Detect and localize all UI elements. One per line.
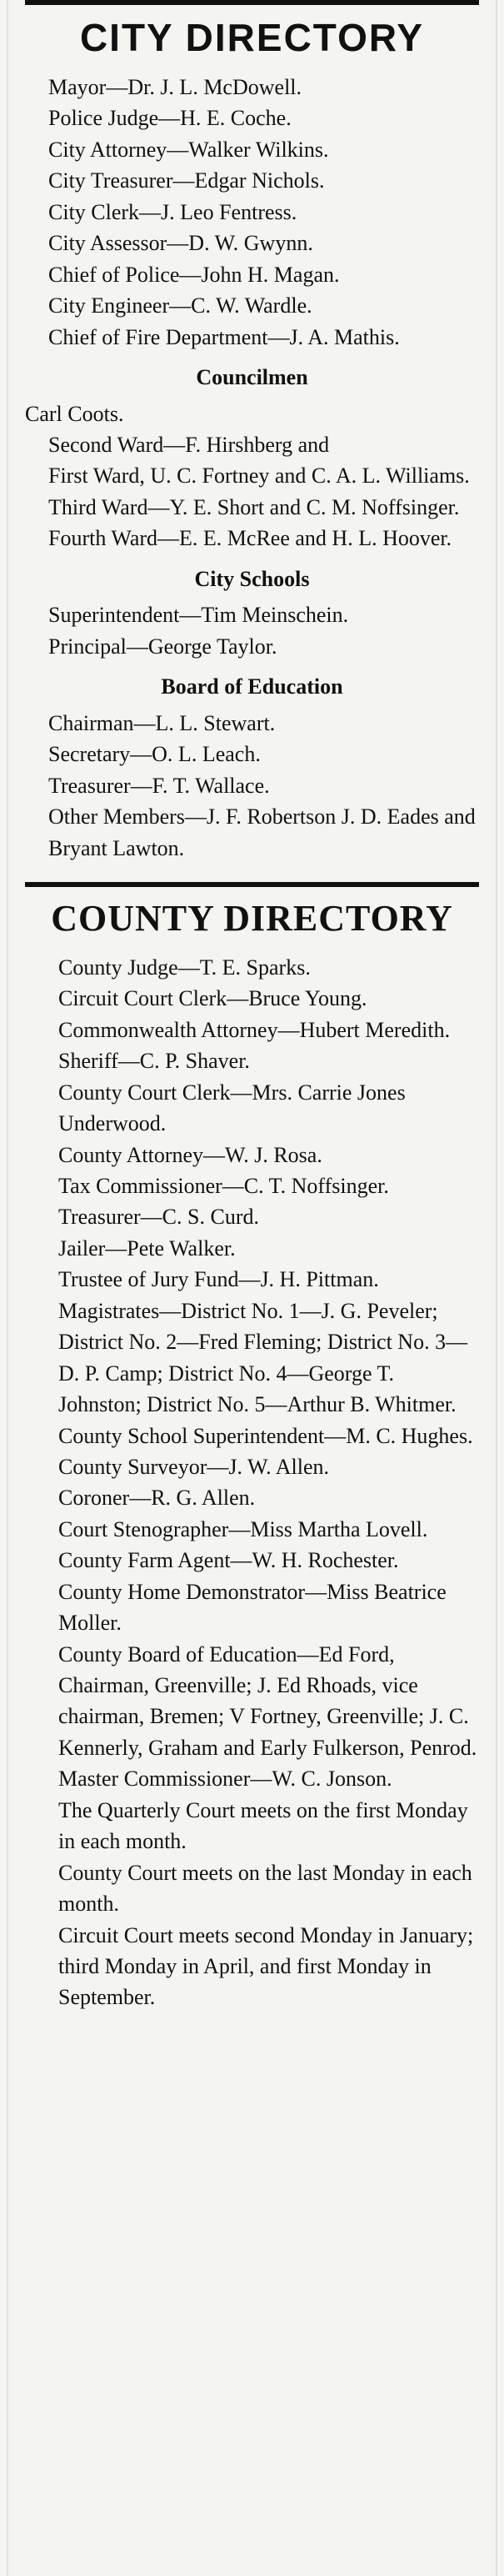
county-officials	[25, 952, 479, 2013]
county-official-line: Circuit Court meets second Monday in January; third Monday in April, and first Monday in September.	[58, 1922, 479, 2010]
councilmen-line: Second Ward—F. Hirshberg and	[48, 432, 330, 457]
county-official-line: County Court meets on the last Monday in each month.	[58, 1860, 478, 1917]
board-of-education-line: Other Members—J. F. Robertson J. D. Eades and Bryant Lawton.	[48, 804, 482, 860]
county-official-line: County Board of Education—Ed Ford, Chairman, Greenville; J. Ed Rhoads, vice chairman, Bremen; V Fortney, Greenville; J. C. Kennerly, Graham and Early Fulkerson, Penrod.	[58, 1641, 477, 1760]
councilmen-line: First Ward, U. C. Fortney and C. A. L. Williams.	[48, 464, 470, 489]
county-official-line: County Court Clerk—Mrs. Carrie Jones Underwood.	[58, 1080, 412, 1136]
county-official-line: County Judge—T. E. Sparks.	[58, 955, 311, 980]
city-official-line: City Engineer—C. W. Wardle.	[48, 293, 312, 318]
county-official-line: Trustee of Jury Fund—J. H. Pittman.	[58, 1267, 379, 1292]
board-of-education-line: Chairman—L. L. Stewart.	[48, 710, 276, 735]
city-official-line: Chief of Police—John H. Magan.	[48, 262, 340, 287]
county-directory-title: COUNTY DIRECTORY	[51, 897, 453, 939]
city-official-line: Chief of Fire Department—J. A. Mathis.	[48, 324, 400, 349]
county-official-line: Court Stenographer—Miss Martha Lovell.	[58, 1516, 428, 1541]
right-column-rule	[496, 0, 497, 2576]
city-schools-heading: City Schools	[194, 566, 310, 591]
board-of-education-line: Secretary—O. L. Leach.	[48, 742, 261, 767]
city-official-line: Mayor—Dr. J. L. McDowell.	[48, 75, 302, 99]
county-official-line: Commonwealth Attorney—Hubert Meredith.	[58, 1017, 451, 1042]
county-top-rule	[25, 882, 479, 887]
city-schools-list	[25, 599, 479, 662]
county-official-line: County Home Demonstrator—Miss Beatrice Moller.	[58, 1579, 452, 1636]
councilmen-line: Third Ward—Y. E. Short and C. M. Noffsinger.	[48, 494, 460, 519]
city-official-line: Police Judge—H. E. Coche.	[48, 106, 292, 131]
councilmen-heading: Councilmen	[196, 364, 308, 389]
councilmen-list	[25, 398, 479, 554]
city-official-line: City Clerk—J. Leo Fentress.	[48, 199, 297, 224]
top-rule	[25, 0, 479, 5]
city-schools-line: Principal—George Taylor.	[48, 634, 277, 659]
county-official-line: County Attorney—W. J. Rosa.	[58, 1142, 322, 1167]
county-official-line: County Farm Agent—W. H. Rochester.	[58, 1548, 399, 1573]
county-official-line: Jailer—Pete Walker.	[58, 1235, 236, 1260]
city-official-line: City Assessor—D. W. Gwynn.	[48, 231, 313, 256]
county-official-line: County Surveyor—J. W. Allen.	[58, 1454, 330, 1479]
county-official-line: The Quarterly Court meets on the first Monday in each month.	[58, 1797, 474, 1854]
county-official-line: Sheriff—C. P. Shaver.	[58, 1049, 250, 1074]
county-official-line: Magistrates—District No. 1—J. G. Peveler; District No. 2—Fred Fleming; District No. 3—D. P. Camp; District No. 4—George T. Johnston; District No. 5—Arthur B. Whitmer.	[58, 1298, 468, 1417]
city-schools-line: Superintendent—Tim Meinschein.	[48, 603, 349, 628]
left-column-rule	[7, 0, 8, 2576]
county-official-line: Treasurer—C. S. Curd.	[58, 1205, 259, 1230]
county-official-line: Tax Commissioner—C. T. Noffsinger.	[58, 1174, 389, 1199]
county-official-line: Coroner—R. G. Allen.	[58, 1486, 256, 1511]
city-directory-title: CITY DIRECTORY	[79, 16, 425, 59]
board-of-education-line: Treasurer—F. T. Wallace.	[48, 773, 270, 798]
city-official-line: City Attorney—Walker Wilkins.	[48, 137, 329, 162]
board-of-education-heading: Board of Education	[161, 674, 343, 699]
section-spacer	[25, 864, 479, 882]
county-official-line: Circuit Court Clerk—Bruce Young.	[58, 986, 367, 1011]
county-official-line: Master Commissioner—W. C. Jonson.	[58, 1767, 392, 1792]
directory-column	[25, 0, 482, 2013]
councilmen-line: Carl Coots.	[25, 401, 124, 426]
city-official-line: City Treasurer—Edgar Nichols.	[48, 168, 325, 193]
city-officials	[25, 72, 479, 353]
county-official-line: County School Superintendent—M. C. Hughes.	[58, 1423, 473, 1448]
board-of-education-list	[25, 708, 482, 864]
councilmen-line: Fourth Ward—E. E. McRee and H. L. Hoover.	[48, 526, 452, 551]
